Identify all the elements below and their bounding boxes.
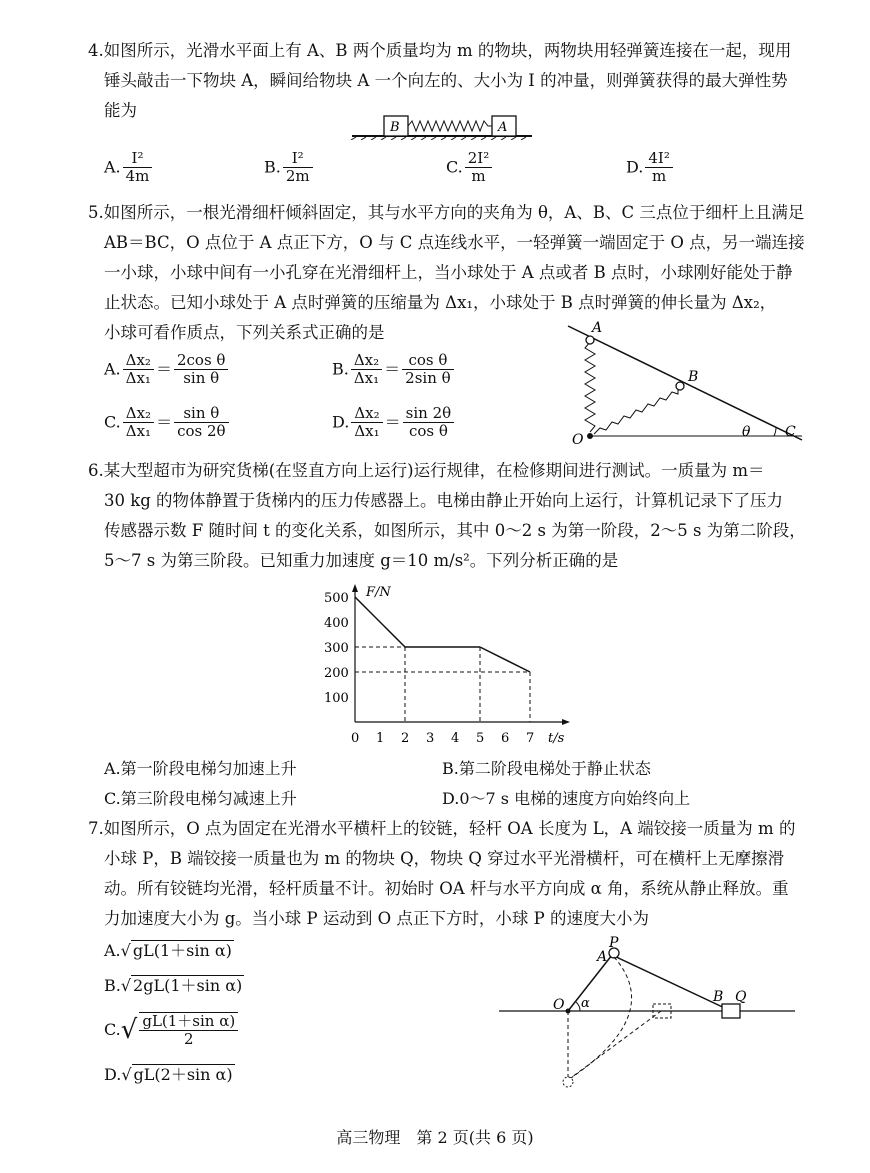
y-axis-label: F/N <box>366 585 391 600</box>
q7-stem-line-2: 小球 P，B 端铰接一质量也为 m 的物块 Q，物块 Q 穿过水平光滑横杆，可在横杆上无摩擦滑 <box>104 849 785 868</box>
label-c: C <box>785 424 796 440</box>
q4-spring-figure <box>350 108 535 140</box>
q6-stem-line-1: 6.某大型超市为研究货梯(在竖直方向上运行)运行规律，在检修期间进行测试。一质量为 m＝ <box>88 461 765 480</box>
q5-option-a[interactable]: A. $\frac{\text{Δx₂}}{\text{Δx₁}}$ ＝ $\frac{\text{2cos θ}}{\text{sin θ}}$ <box>104 352 230 387</box>
q5-stem-line-4: 止状态。已知小球处于 A 点时弹簧的压缩量为 Δx₁，小球处于 B 点时弹簧的伸长量为 Δx₂， <box>104 293 777 312</box>
q5-stem-line-2: AB＝BC，O 点位于 A 点正下方，O 与 C 点连线水平，一轻弹簧一端固定于 O 点，另一端连接 <box>104 233 805 252</box>
q4-option-a[interactable]: A. $\frac{\text{I²}}{4m}$ <box>104 150 154 185</box>
q5-rod-figure <box>560 318 810 448</box>
y-tick-label: 200 <box>324 666 349 681</box>
block-b-label: B <box>390 120 400 135</box>
pivot-o <box>587 433 593 439</box>
label-a: A <box>597 949 608 965</box>
label-b: B <box>713 989 724 1005</box>
ball-p-dashed <box>563 1077 573 1087</box>
label-b: B <box>688 369 699 385</box>
page-footer: 高三物理 第 2 页(共 6 页) <box>336 1128 534 1147</box>
label-o: O <box>572 432 584 448</box>
q6-stem-line-3: 传感器示数 F 随时间 t 的变化关系，如图所示，其中 0～2 s 为第一阶段，2～5 s 为第二阶段， <box>104 521 806 540</box>
y-tick-label: 300 <box>324 641 349 656</box>
q5-option-b[interactable]: B. $\frac{\text{Δx₂}}{\text{Δx₁}}$ ＝ $\frac{\text{cos θ}}{\text{2sin θ}}$ <box>332 352 456 387</box>
q7-stem-line-3: 动。所有铰链均光滑，轻杆质量不计。初始时 OA 杆与水平方向成 α 角，系统从静止释放。重 <box>104 879 789 898</box>
series-segment <box>355 597 405 647</box>
q7-option-d[interactable]: D.√ gL(2＋sin α) <box>104 1065 233 1084</box>
q7-linkage-figure <box>495 935 800 1095</box>
y-tick-label: 500 <box>324 591 349 606</box>
q6-stem-line-4: 5～7 s 为第三阶段。已知重力加速度 g＝10 m/s²。下列分析正确的是 <box>104 551 619 570</box>
q7-option-a[interactable]: A.√ gL(1＋sin α) <box>104 941 232 960</box>
q6-stem-line-2: 30 kg 的物体静置于货梯内的压力传感器上。电梯由静止开始向上运行，计算机记录下了压力 <box>104 491 784 510</box>
q7-option-c[interactable]: C.√ $\frac{\text{gL(1＋sin α)}}{2}$ <box>104 1012 240 1048</box>
q4-stem-line-3: 能为 <box>104 101 137 120</box>
label-o: O <box>553 997 565 1013</box>
series-segment <box>480 647 530 672</box>
label-theta: θ <box>742 424 751 440</box>
ball-a <box>586 336 594 344</box>
q7-stem-line-1: 7.如图所示，O 点为固定在光滑水平横杆上的铰链，轻杆 OA 长度为 L，A 端铰接一质量为 m 的 <box>88 819 796 838</box>
q6-option-c[interactable]: C.第三阶段电梯匀减速上升 <box>104 789 297 808</box>
x-tick-label: 1 <box>376 731 385 746</box>
x-tick-label: 2 <box>401 731 410 746</box>
spring <box>408 121 492 131</box>
q6-option-d[interactable]: D.0～7 s 电梯的速度方向始终向上 <box>442 789 691 808</box>
q4-option-c[interactable]: C. $\frac{\text{2I²}}{m}$ <box>446 150 494 185</box>
q7-stem-line-4: 力加速度大小为 g。当小球 P 运动到 O 点正下方时，小球 P 的速度大小为 <box>104 909 650 928</box>
q4-stem-line-1: 4.如图所示，光滑水平面上有 A、B 两个质量均为 m 的物块，两物块用轻弹簧连接在一起，现用 <box>88 41 792 60</box>
label-p: P <box>609 935 619 951</box>
y-tick-label: 400 <box>324 616 349 631</box>
y-tick-label: 100 <box>324 691 349 706</box>
q5-stem-line-3: 一小球，小球中间有一小孔穿在光滑细杆上，当小球处于 A 点或者 B 点时，小球刚好能处于静 <box>104 263 793 282</box>
block-a-label: A <box>498 120 508 135</box>
q7-option-b[interactable]: B.√ 2gL(1＋sin α) <box>104 976 243 995</box>
x-tick-label: 7 <box>526 731 535 746</box>
force-time-chart <box>320 582 580 750</box>
x-tick-label: 3 <box>426 731 435 746</box>
x-tick-label: 0 <box>351 731 360 746</box>
label-a: A <box>592 320 603 336</box>
x-tick-label: 6 <box>501 731 510 746</box>
block-q <box>722 1004 740 1018</box>
q4-option-d[interactable]: D. $\frac{\text{4I²}}{m}$ <box>626 150 675 185</box>
label-alpha: α <box>581 996 590 1011</box>
x-axis-label: t/s <box>548 731 565 746</box>
q4-stem-line-2: 锤头敲击一下物块 A，瞬间给物块 A 一个向左的、大小为 I 的冲量，则弹簧获得的最大弹性势 <box>104 71 788 90</box>
q5-option-d[interactable]: D. $\frac{\text{Δx₂}}{\text{Δx₁}}$ ＝ $\frac{\sin 2\theta}{\text{cos θ}}$ <box>332 405 456 440</box>
q5-stem-line-5: 小球可看作质点，下列关系式正确的是 <box>104 323 385 342</box>
q5-stem-line-1: 5.如图所示，一根光滑细杆倾斜固定，其与水平方向的夹角为 θ，A、B、C 三点位于细杆上且满足 <box>88 203 805 222</box>
q6-option-b[interactable]: B.第二阶段电梯处于静止状态 <box>442 759 651 778</box>
ball-b <box>676 382 684 390</box>
q4-option-b[interactable]: B. $\frac{\text{I²}}{2m}$ <box>264 150 315 185</box>
x-tick-label: 5 <box>476 731 485 746</box>
q5-option-c[interactable]: C. $\frac{\text{Δx₂}}{\text{Δx₁}}$ ＝ $\frac{\text{sin θ}}{\cos 2\theta}$ <box>104 405 231 440</box>
q6-option-a[interactable]: A.第一阶段电梯匀加速上升 <box>104 759 297 778</box>
x-tick-label: 4 <box>451 731 460 746</box>
label-q: Q <box>735 989 747 1005</box>
